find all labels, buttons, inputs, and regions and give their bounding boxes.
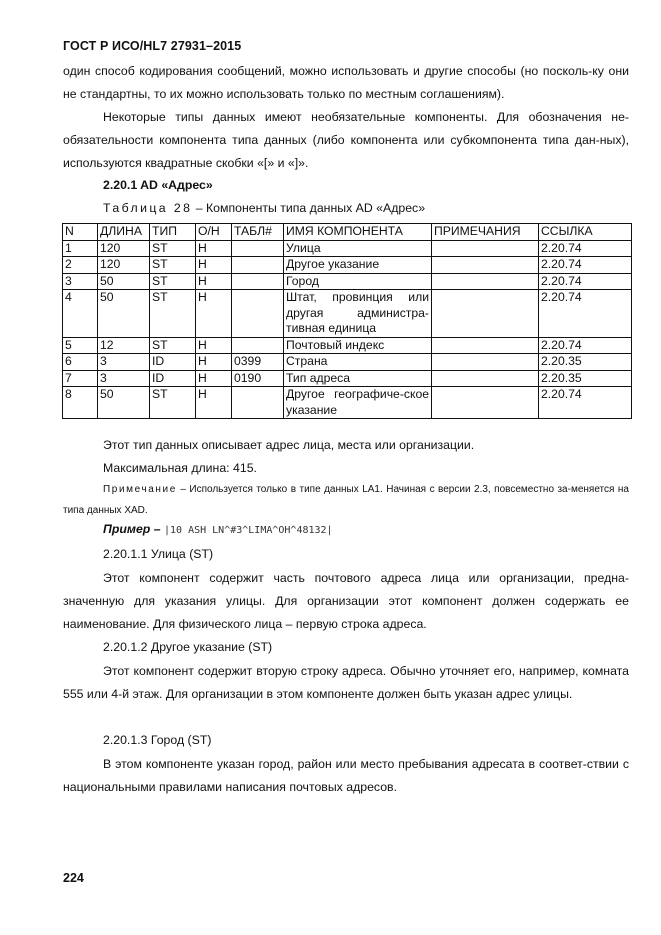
table-row xyxy=(63,240,632,257)
cell-length: 3 xyxy=(98,354,150,371)
table-row xyxy=(63,354,632,371)
cell-table: 0399 xyxy=(232,354,284,371)
col-header-table: ТАБЛ# xyxy=(232,224,284,241)
note-text: – Используется только в типе данных LA1. Начиная с версии 2.3, повсеместно за-меняется на типа данных XAD. xyxy=(63,484,629,516)
cell-type: ST xyxy=(150,273,196,290)
cell-length: 50 xyxy=(98,290,150,338)
cell-reference: 2.20.74 xyxy=(539,387,632,419)
cell-table: 0190 xyxy=(232,370,284,387)
cell-opt: Н xyxy=(196,290,232,338)
intro-paragraph-2: Некоторые типы данных имеют необязательные компоненты. Для обозначения не-обязательности компонента типа данных (либо компонента или субкомпонента типа дан-ных), используются квадратные скобки «[» и «]». xyxy=(63,110,629,170)
table-caption xyxy=(103,201,425,215)
subsection-text-city: В этом компоненте указан город, район или место пребывания адресата в соответ-ствии с национальными правилами написания почтовых адресов. xyxy=(63,757,629,794)
cell-opt: Н xyxy=(196,370,232,387)
table-row xyxy=(63,290,632,338)
col-header-notes: ПРИМЕЧАНИЯ xyxy=(432,224,539,241)
table-row xyxy=(63,273,632,290)
table-row xyxy=(63,257,632,274)
cell-component-name: Тип адреса xyxy=(284,370,432,387)
col-header-n: N xyxy=(63,224,98,241)
cell-reference: 2.20.74 xyxy=(539,273,632,290)
cell-table xyxy=(232,290,284,338)
cell-opt: Н xyxy=(196,354,232,371)
max-length: Максимальная длина: 415. xyxy=(103,461,257,475)
col-header-component-name: ИМЯ КОМПОНЕНТА xyxy=(284,224,432,241)
cell-table xyxy=(232,240,284,257)
page-number: 224 xyxy=(63,871,84,885)
cell-n: 2 xyxy=(63,257,98,274)
cell-opt: Н xyxy=(196,257,232,274)
cell-reference: 2.20.74 xyxy=(539,290,632,338)
cell-n: 4 xyxy=(63,290,98,338)
cell-type: ST xyxy=(150,290,196,338)
cell-opt: Н xyxy=(196,273,232,290)
col-header-length: ДЛИНА xyxy=(98,224,150,241)
cell-type: ST xyxy=(150,257,196,274)
cell-length: 3 xyxy=(98,370,150,387)
cell-component-name: Город xyxy=(284,273,432,290)
cell-table xyxy=(232,337,284,354)
cell-notes xyxy=(432,273,539,290)
cell-component-name: Улица xyxy=(284,240,432,257)
col-header-reference: ССЫЛКА xyxy=(539,224,632,241)
cell-table xyxy=(232,273,284,290)
cell-component-name: Почтовый индекс xyxy=(284,337,432,354)
cell-notes xyxy=(432,290,539,338)
cell-component-name: Другое указание xyxy=(284,257,432,274)
subsection-heading-city: 2.20.1.3 Город (ST) xyxy=(103,733,212,747)
col-header-type: ТИП xyxy=(150,224,196,241)
cell-length: 50 xyxy=(98,273,150,290)
example-line xyxy=(103,522,333,536)
cell-component-name: Штат, провинция или другая администра-тивная единица xyxy=(284,290,432,338)
cell-type: ST xyxy=(150,240,196,257)
table-row xyxy=(63,370,632,387)
table-caption-text: – Компоненты типа данных AD «Адрес» xyxy=(195,201,426,215)
cell-opt: Н xyxy=(196,240,232,257)
table-row xyxy=(63,387,632,419)
cell-type: ID xyxy=(150,370,196,387)
cell-reference: 2.20.35 xyxy=(539,354,632,371)
cell-n: 8 xyxy=(63,387,98,419)
cell-type: ST xyxy=(150,387,196,419)
section-heading: 2.20.1 AD «Адрес» xyxy=(103,178,213,192)
cell-type: ST xyxy=(150,337,196,354)
cell-length: 120 xyxy=(98,257,150,274)
subsection-text-other: Этот компонент содержит вторую строку адреса. Обычно уточняет его, например, комната 555 или 4-й этаж. Для организации в этом компоненте должен быть указан адрес улицы. xyxy=(63,664,629,701)
intro-paragraph-1: один способ кодирования сообщений, можно использовать и другие способы (но посколь-ку они не стандартны, то их можно использовать только по местным соглашениям). xyxy=(63,64,629,101)
example-label: Пример – xyxy=(103,522,161,536)
cell-type: ID xyxy=(150,354,196,371)
table-caption-label: Таблица 28 xyxy=(103,201,193,215)
table-row xyxy=(63,337,632,354)
cell-table xyxy=(232,387,284,419)
cell-n: 7 xyxy=(63,370,98,387)
cell-n: 3 xyxy=(63,273,98,290)
subsection-heading-street: 2.20.1.1 Улица (ST) xyxy=(103,547,214,561)
subsection-text-street: Этот компонент содержит часть почтового адреса лица или организации, предна-значенную для указания улицы. Для организации этот компонент должен содержать ее наименование. Для физического лица – первую строка адреса. xyxy=(63,571,629,631)
cell-component-name: Другое географиче-ское указание xyxy=(284,387,432,419)
note-label: Примечание xyxy=(103,484,177,495)
cell-notes xyxy=(432,257,539,274)
cell-opt: Н xyxy=(196,387,232,419)
type-description: Этот тип данных описывает адрес лица, места или организации. xyxy=(103,438,475,452)
cell-n: 1 xyxy=(63,240,98,257)
example-code: |10 ASH LN^#3^LIMA^OH^48132| xyxy=(164,525,333,536)
table-header-row xyxy=(63,224,632,241)
cell-reference: 2.20.74 xyxy=(539,337,632,354)
note-paragraph xyxy=(63,479,629,521)
document-header: ГОСТ Р ИСО/HL7 27931–2015 xyxy=(63,39,242,53)
components-table xyxy=(62,223,632,419)
cell-n: 6 xyxy=(63,354,98,371)
cell-notes xyxy=(432,387,539,419)
cell-opt: Н xyxy=(196,337,232,354)
cell-reference: 2.20.74 xyxy=(539,257,632,274)
cell-length: 50 xyxy=(98,387,150,419)
cell-length: 12 xyxy=(98,337,150,354)
cell-notes xyxy=(432,240,539,257)
cell-notes xyxy=(432,370,539,387)
cell-reference: 2.20.74 xyxy=(539,240,632,257)
cell-notes xyxy=(432,354,539,371)
cell-table xyxy=(232,257,284,274)
cell-n: 5 xyxy=(63,337,98,354)
cell-reference: 2.20.35 xyxy=(539,370,632,387)
cell-length: 120 xyxy=(98,240,150,257)
cell-component-name: Страна xyxy=(284,354,432,371)
cell-notes xyxy=(432,337,539,354)
subsection-heading-other: 2.20.1.2 Другое указание (ST) xyxy=(103,640,273,654)
col-header-opt: О/Н xyxy=(196,224,232,241)
